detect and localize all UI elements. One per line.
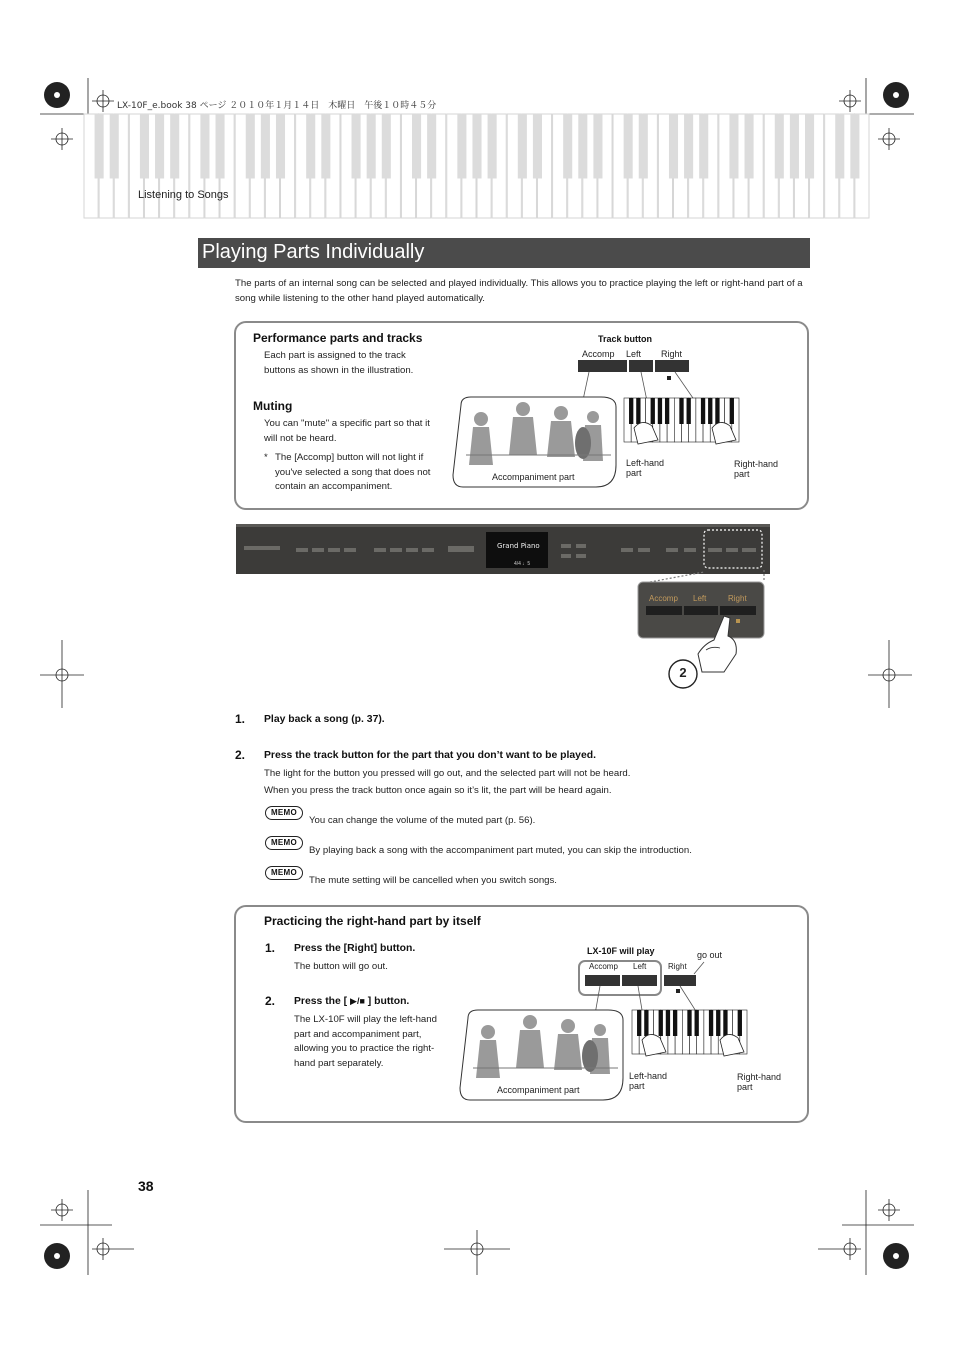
perf-heading: Performance parts and tracks <box>253 331 423 345</box>
page-number: 38 <box>138 1178 154 1194</box>
memo-text-2: By playing back a song with the accompaniment part muted, you can skip the introduction. <box>309 845 692 856</box>
right-track-button <box>655 360 689 372</box>
track2-label-right: Right <box>668 962 687 971</box>
muting-heading: Muting <box>253 399 293 413</box>
memo-text-3: The mute setting will be cancelled when you switch songs. <box>309 875 557 886</box>
pointing-hand-icon <box>694 614 744 674</box>
practice-heading: Practicing the right-hand part by itself <box>264 914 481 928</box>
note-text: The [Accomp] button will not light if you've selected a song that does not contain an accompaniment. <box>275 452 431 492</box>
memo-badge: MEMO <box>265 836 303 850</box>
zoom-left-label: Left <box>693 594 707 603</box>
play-stop-icon: ▶/■ <box>350 996 365 1006</box>
practice-step-2-number: 2. <box>265 994 276 1008</box>
practice-step-2-title <box>294 996 409 1007</box>
practice-step-1-number: 1. <box>265 941 276 955</box>
step-2-body-2: When you press the track button once again so it’s lit, the part will be heard again. <box>264 785 612 796</box>
practice-step-1-title: Press the [Right] button. <box>294 943 416 954</box>
track-label-accomp: Accomp <box>582 349 615 359</box>
step-2-body-1: The light for the button you pressed will go out, and the selected part will not be heard. <box>264 768 631 779</box>
step-2-text: Press the track button for the part that you don’t want to be played. <box>264 750 596 761</box>
breadcrumb: Listening to Songs <box>138 189 229 201</box>
will-play-label: LX-10F will play <box>587 946 655 956</box>
hands-keyboard-illustration <box>624 398 739 443</box>
left-hand-part-label-2: Left-hand part <box>629 1071 668 1091</box>
zoom-right-label: Right <box>728 594 747 603</box>
track2-label-left: Left <box>633 962 647 971</box>
go-out-label: go out <box>697 950 723 960</box>
memo-badge: MEMO <box>265 806 303 820</box>
lock-icon <box>667 376 671 380</box>
track-label-left: Left <box>626 349 642 359</box>
muting-text: You can "mute" a specific part so that it will not be heard. <box>264 418 430 444</box>
practice-step-1-body: The button will go out. <box>294 961 388 972</box>
step-1-number: 1. <box>235 712 246 726</box>
step-2-number: 2. <box>235 748 246 762</box>
track-label-right: Right <box>661 349 683 359</box>
section-title-bar <box>198 238 810 268</box>
practice-step-2-body: The LX-10F will play the left-hand part and accompaniment part, allowing you to practice the right-hand part separately. <box>294 1014 437 1069</box>
perf-text: Each part is assigned to the track buttons as shown in the illustration. <box>264 350 414 376</box>
panel-display-text: Grand Piano <box>497 542 540 550</box>
practice-step-2-title-a: Press the [ <box>294 996 348 1007</box>
practice-step-2-title-b: ] button. <box>367 996 410 1007</box>
left-hand-part-label: Left-hand part <box>626 458 665 478</box>
track-button-label: Track button <box>598 334 653 344</box>
accomp-track-button <box>578 360 627 372</box>
keyboard-header-graphic <box>84 114 870 218</box>
zoom-accomp-label: Accomp <box>649 594 678 603</box>
memo-text-1: You can change the volume of the muted part (p. 56). <box>309 815 536 826</box>
panel-display-sub: 4/4 ♩5 <box>514 561 531 567</box>
right-hand-part-label-2: Right-hand part <box>737 1072 782 1092</box>
file-meta: LX-10F_e.book 38 ページ ２０１０年１月１４日 木曜日 午後１０時４５分 <box>117 101 437 111</box>
left-track-button <box>629 360 653 372</box>
accompaniment-part-label-2: Accompaniment part <box>497 1085 580 1095</box>
step-1-text: Play back a song (p. 37). <box>264 714 385 725</box>
step-callout-number: 2 <box>679 665 687 680</box>
intro-paragraph: The parts of an internal song can be selected and played individually. This allows you to practice playing the left or right-hand part of a song while listening to the other hand played automatically. <box>235 278 803 304</box>
track2-label-accomp: Accomp <box>589 962 618 971</box>
page-title: Playing Parts Individually <box>202 241 425 263</box>
note-star: * <box>264 452 268 463</box>
accompaniment-part-label: Accompaniment part <box>492 472 575 482</box>
hands-keyboard-illustration-2 <box>632 1010 747 1055</box>
memo-badge: MEMO <box>265 866 303 880</box>
right-hand-part-label: Right-hand part <box>734 459 779 479</box>
